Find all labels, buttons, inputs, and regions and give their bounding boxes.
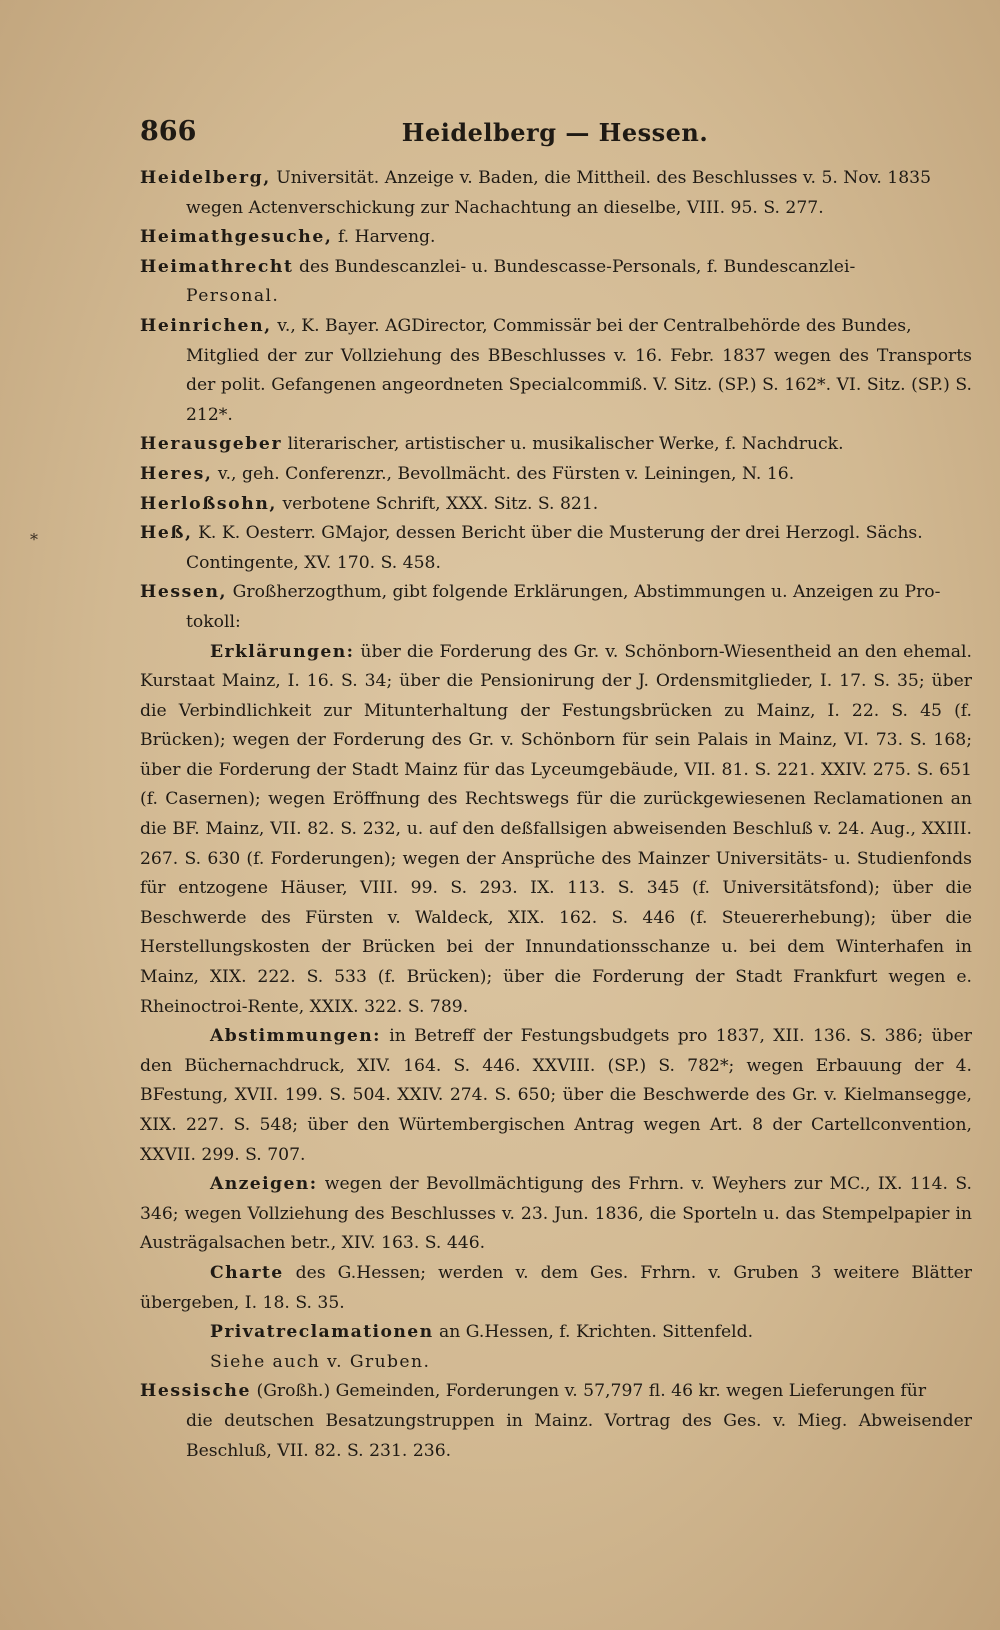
entry-text: literarischer, artistischer u. musikalischer Werke, f. Nachdruck. [287, 434, 844, 455]
subsection-text: an G.Hessen, f. Krichten. Sittenfeld. [438, 1322, 754, 1343]
entry-continuation: Personal. [186, 286, 280, 307]
entry-headword: Heres, [140, 463, 213, 484]
index-entry [140, 460, 972, 490]
subsection-label: Privatreclamationen [210, 1322, 434, 1343]
subsection-label: Abstimmungen: [210, 1026, 381, 1047]
entry-continuation: wegen Actenverschickung zur Nachachtung an dieselbe, VIII. 95. S. 277. [186, 197, 824, 218]
subsection-charte [140, 1259, 972, 1318]
entry-headword: Heimathgesuche, [140, 227, 333, 248]
subsection-abstimmungen [140, 1022, 972, 1170]
entry-headword: Heinrichen, [140, 315, 272, 336]
subsection-erklaerungen [140, 638, 972, 1023]
index-entry [140, 253, 972, 312]
index-body [140, 164, 972, 1466]
subsection-privatreclamationen [140, 1318, 972, 1348]
margin-mark: * [30, 530, 38, 549]
subsection-see-also [140, 1348, 972, 1378]
entry-text: verbotene Schrift, XXX. Sitz. S. 821. [282, 493, 599, 514]
entry-headword: Heimathrecht [140, 256, 294, 277]
entry-text: (Großh.) Gemeinden, Forderungen v. 57,797 fl. 46 kr. wegen Lieferungen für [256, 1381, 927, 1402]
subsection-text: über die Forderung des Gr. v. Schönborn-Wiesentheid an den ehemal. Kurstaat Mainz, I. 16. S. 34; über die Pensionirung der J. Ordensmitglieder, I. 17. S. 35; über die Verbindlichkeit zur Mitunterhaltung der Festungsbrücken zu Mainz, I. 22. S. 45 (f. Brücken); wegen der Forderung des Gr. v. Schönborn für sein Palais in Mainz, VI. 73. S. 168; über die Forderung der Stadt Mainz für das Lyceumgebäude, VII. 81. S. 221. XXIV. 275. S. 651 (f. Casernen); wegen Eröffnung des Rechtswegs für die zurückgewiesenen Reclamationen an die BF. Mainz, VII. 82. S. 232, u. auf den deßfallsigen abweisenden Beschluß v. 24. Aug., XXIII. 267. S. 630 (f. Forderungen); wegen der Ansprüche des Mainzer Universitäts- u. Studienfonds für entzogene Häuser, VIII. 99. S. 293. IX. 113. S. 345 (f. Universitätsfond); über die Beschwerde des Fürsten v. Waldeck, XIX. 162. S. 446 (f. Steuererhebung); über die Herstellungskosten der Brücken bei der Innundationsschanze u. bei dem Winterhafen in Mainz, XIX. 222. S. 533 (f. Brücken); über die Forderung der Stadt Frankfurt wegen e. Rheinoctroi-Rente, XXIX. 322. S. 789. [140, 641, 972, 1017]
entry-headword: Herausgeber [140, 434, 283, 455]
entry-continuation: die deutschen Besatzungstruppen in Mainz. Vortrag des Ges. v. Mieg. Abweisender Beschluß, VII. 82. S. 231. 236. [186, 1410, 972, 1461]
subsection-anzeigen [140, 1170, 972, 1259]
subsection-text: in Betreff der Festungsbudgets pro 1837, XII. 136. S. 386; über den Büchernachdruck, XIV. 164. S. 446. XXVIII. (SP.) S. 782*; wegen Erbauung der 4. BFestung, XVII. 199. S. 504. XXIV. 274. S. 650; über die Beschwerde des Gr. v. Kielmansegge, XIX. 227. S. 548; über den Würtembergischen Antrag wegen Art. 8 der Cartellconvention, XXVII. 299. S. 707. [140, 1026, 972, 1165]
subsection-label: Charte [210, 1262, 284, 1283]
index-entry [140, 164, 972, 223]
index-entry [140, 312, 972, 430]
page-number: 866 [140, 116, 197, 147]
entry-headword: Herloßsohn, [140, 493, 277, 514]
index-entry [140, 578, 972, 637]
entry-text: f. Harveng. [337, 227, 436, 248]
subsection-text: wegen der Bevollmächtigung des Frhrn. v. Weyhers zur MC., IX. 114. S. 346; wegen Vollziehung des Beschlusses v. 23. Jun. 1836, die Sporteln u. das Stempelpapier in Austrägalsachen betr., XIV. 163. S. 446. [140, 1174, 972, 1254]
entry-continuation: Contingente, XV. 170. S. 458. [186, 552, 441, 573]
index-entry [140, 223, 972, 253]
entry-continuation: Mitglied der zur Vollziehung des BBeschlusses v. 16. Febr. 1837 wegen des Transports der polit. Gefangenen angeordneten Specialcommiß. V. Sitz. (SP.) S. 162*. VI. Sitz. (SP.) S. 212*. [186, 345, 972, 425]
subsection-label: Anzeigen: [210, 1174, 318, 1195]
index-entry [140, 490, 972, 520]
entry-text: des Bundescanzlei- u. Bundescasse-Personals, f. Bundescanzlei- [299, 256, 856, 277]
entry-text: v., K. Bayer. AGDirector, Commissär bei der Centralbehörde des Bundes, [277, 315, 912, 336]
entry-headword: Heidelberg, [140, 168, 271, 188]
entry-continuation: tokoll: [186, 611, 241, 632]
entry-headword: Hessische [140, 1381, 252, 1402]
index-entry [140, 1377, 972, 1466]
entry-text: Großherzogthum, gibt folgende Erklärungen, Abstimmungen u. Anzeigen zu Pro- [232, 582, 941, 603]
entry-headword: Hessen, [140, 582, 228, 603]
entry-headword: Heß, [140, 523, 193, 544]
running-title: Heidelberg — Hessen. [401, 118, 709, 147]
running-head [140, 116, 970, 156]
index-entry [140, 519, 972, 578]
subsection-text: des G.Hessen; werden v. dem Ges. Frhrn. v. Gruben 3 weitere Blätter übergeben, I. 18. S. 35. [140, 1262, 972, 1313]
subsection-label: Erklärungen: [210, 641, 355, 662]
entry-text: K. K. Oesterr. GMajor, dessen Bericht über die Musterung der drei Herzogl. Sächs. [198, 523, 923, 544]
entry-text: v., geh. Conferenzr., Bevollmächt. des Fürsten v. Leiningen, N. 16. [217, 463, 795, 484]
entry-text: Universität. Anzeige v. Baden, die Mittheil. des Beschlusses v. 5. Nov. 1835 [276, 168, 932, 188]
see-also-text: Siehe auch v. Gruben. [210, 1351, 431, 1372]
index-entry [140, 430, 972, 460]
